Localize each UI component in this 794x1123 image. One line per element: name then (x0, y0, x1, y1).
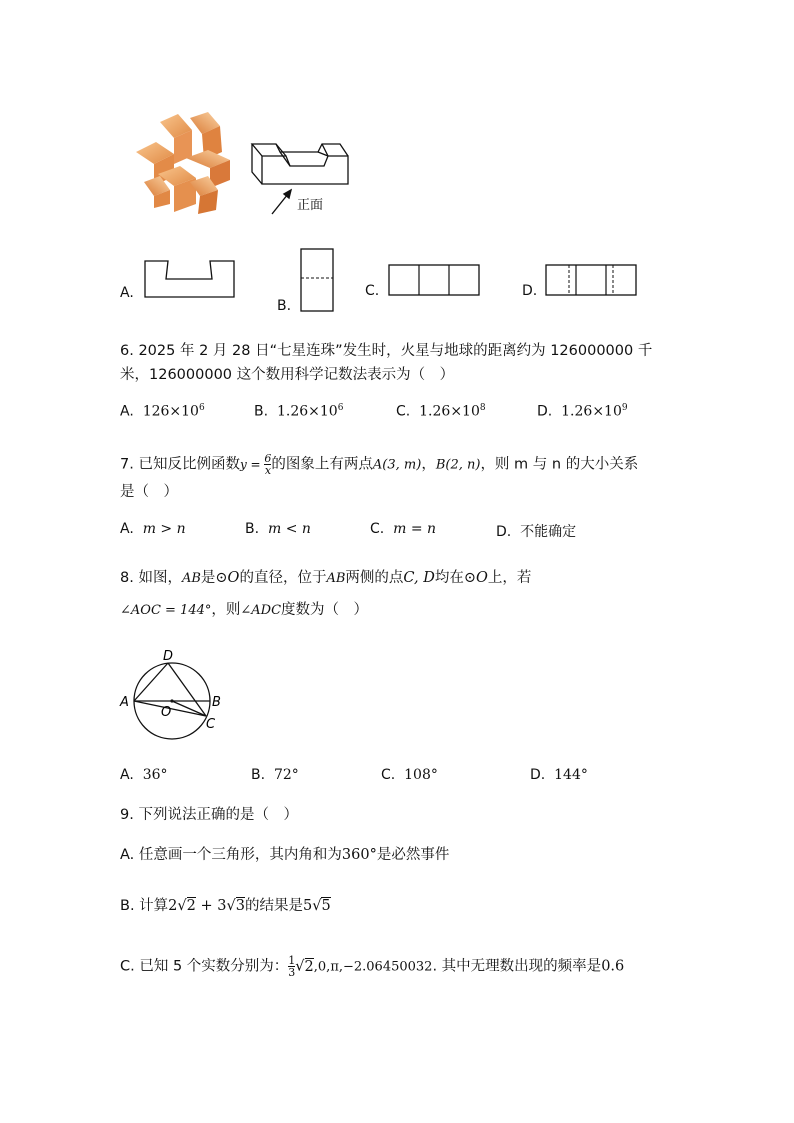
q8-option-b: B. 72° (251, 767, 299, 783)
q8-option-c: C. 108° (381, 767, 438, 783)
q7-option-b: B. m < n (245, 521, 311, 537)
q7-option-d: D. 不能确定 (496, 524, 577, 540)
front-label: 正面 (297, 198, 324, 213)
q5-option-d-label: D. (522, 283, 538, 299)
label-O: O (161, 705, 172, 720)
label-D: D (163, 649, 174, 664)
q5-option-d-figure (545, 264, 637, 296)
q9-stem: 9. 下列说法正确的是（ ） (120, 807, 298, 823)
q6-line2: 米，126000000 这个数用科学记数法表示为（ ） (120, 367, 455, 383)
q8-option-d: D. 144° (530, 767, 588, 783)
q7-line2: 是（ ） (120, 484, 178, 500)
q8-line1: 8. 如图，AB是⊙O的直径，位于AB两侧的点C, D均在⊙O上，若 (120, 570, 532, 586)
q9-option-c: C. 已知 5 个实数分别为： $\frac{1}{3}$ √2,0,π,−2.06450032. 其中无理数出现的频率是0.6 (120, 954, 625, 979)
q6-line1: 6. 2025 年 2 月 28 日“七星连珠”发生时，火星与地球的距离约为 126000000 千 (120, 343, 653, 359)
q7-line1: 7. 已知反比例函数y = $\frac{6}{x}$ 的图象上有两点A(3, m)，B(2, n)，则 m 与 n 的大小关系 (120, 452, 639, 477)
q6-option-d: D. $1.26\times 10^9$ (537, 403, 628, 420)
q6-option-c: C. $1.26\times 10^8$ (396, 403, 486, 420)
q5-option-b-figure (300, 248, 334, 312)
q6-option-b: B. $1.26\times 10^6$ (254, 403, 344, 420)
q7-option-a: A. m > n (120, 521, 186, 537)
q5-option-a-figure (144, 259, 236, 299)
puzzle-photo (130, 112, 236, 216)
label-A: A (120, 695, 129, 710)
q5-option-c-label: C. (365, 283, 380, 299)
q9-option-b: B. 计算2√2 + 3√3的结果是5√5 (120, 898, 331, 914)
q5-option-c-figure (388, 264, 480, 296)
label-B: B (212, 695, 221, 710)
q8-line2: ∠AOC = 144°，则∠ADC度数为（ ） (120, 602, 369, 618)
q9-option-a: A. 任意画一个三角形，其内角和为360°是必然事件 (120, 847, 450, 863)
q6-option-a: A. $126\times 10^6$ (120, 403, 205, 420)
label-C: C (206, 717, 216, 732)
q5-option-b-label: B. (277, 298, 292, 314)
q5-option-a-label: A. (120, 285, 134, 301)
q7-option-c: C. m = n (370, 521, 437, 537)
circle-geometry-figure (116, 644, 226, 744)
q8-option-a: A. 36° (120, 767, 168, 783)
